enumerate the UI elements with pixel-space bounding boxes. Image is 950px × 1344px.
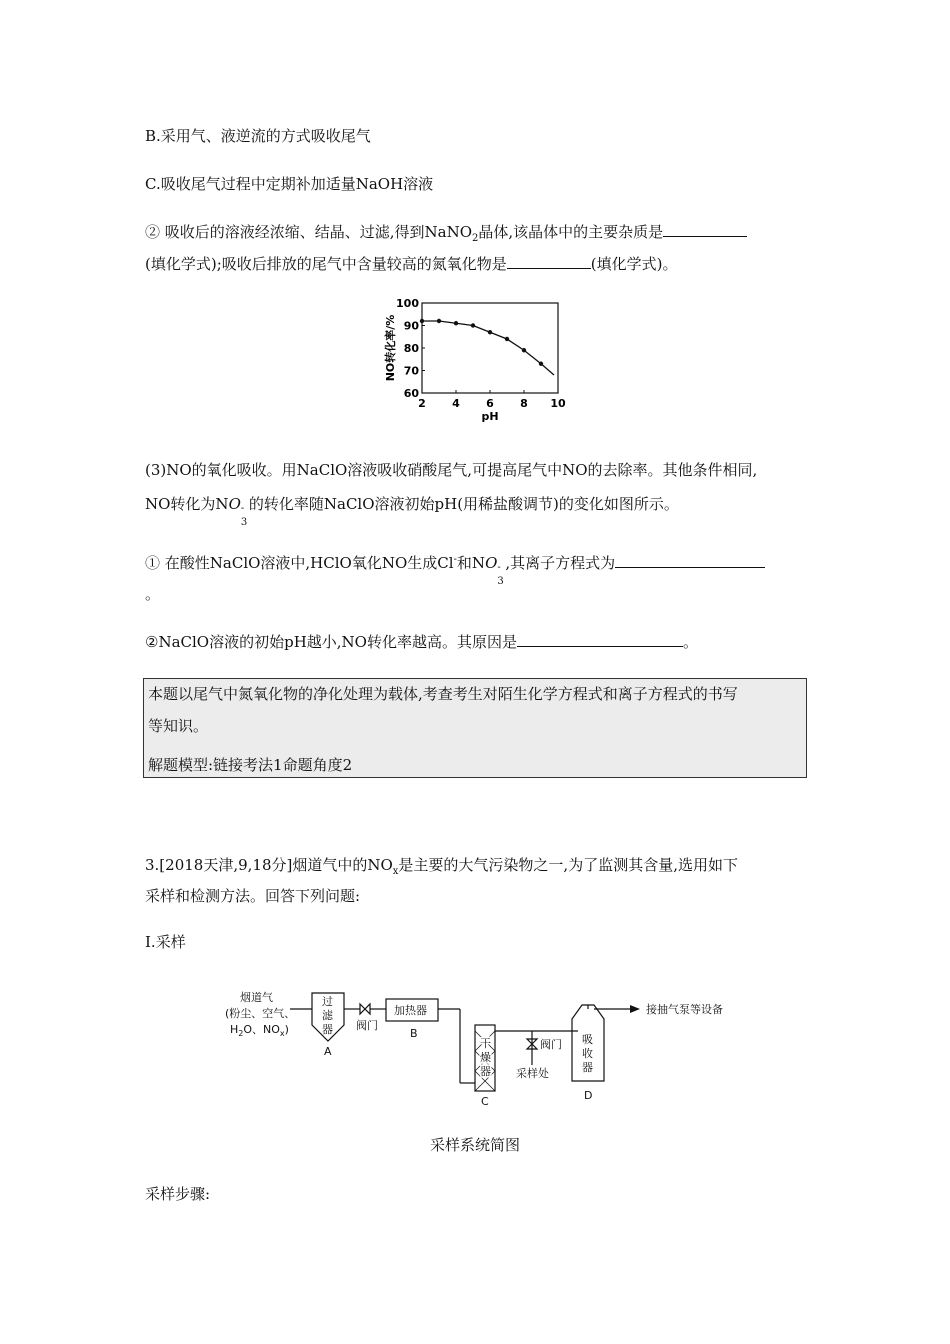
valve-2-label: 阀门 xyxy=(540,1038,562,1051)
svg-text:干: 干 xyxy=(480,1037,491,1050)
answer-blank[interactable] xyxy=(663,222,747,237)
svg-text:过: 过 xyxy=(322,995,333,1008)
y-tick-label: 100 xyxy=(396,297,419,310)
svg-text:器: 器 xyxy=(480,1065,491,1078)
question-3-line-2: NO转化为NO - 3 的转化率随NaClO溶液初始pH(用稀盐酸调节)的变化如图所示。 xyxy=(145,495,679,528)
valve-1-label: 阀门 xyxy=(356,1019,378,1032)
note-line-2: 等知识。 xyxy=(148,717,209,735)
question-3-part-2: ②NaClO溶液的初始pH越小,NO转化率越高。其原因是 。 xyxy=(145,633,698,651)
plot-frame xyxy=(422,303,558,393)
note-line-1: 本题以尾气中氮氧化物的净化处理为载体,考查考生对陌生化学方程式和离子方程式的书写 xyxy=(148,685,738,703)
data-point xyxy=(505,337,509,341)
data-point xyxy=(539,362,543,366)
question-2-line-2: (填化学式);吸收后排放的尾气中含量较高的氮氧化物是 (填化学式)。 xyxy=(145,255,678,273)
svg-text:滤: 滤 xyxy=(322,1009,333,1022)
option-c: C.吸收尾气过程中定期补加适量NaOH溶液 xyxy=(145,175,434,193)
answer-blank[interactable] xyxy=(517,632,683,647)
sampling-system-diagram xyxy=(220,985,740,1110)
label-b: B xyxy=(410,1027,418,1040)
y-axis-label: NO转化率/% xyxy=(384,314,397,382)
inlet-label: 烟道气 xyxy=(240,991,273,1004)
data-point xyxy=(454,321,458,325)
question-2-line-1: ② 吸收后的溶液经浓缩、结晶、过滤,得到NaNO$_2$晶体,该晶体中的主要杂质是 xyxy=(145,222,747,249)
x-axis-label: pH xyxy=(481,410,499,423)
x-tick-label: 2 xyxy=(418,397,426,410)
answer-blank[interactable] xyxy=(615,553,765,568)
y-tick-label: 70 xyxy=(403,364,419,378)
no-conversion-chart xyxy=(380,295,580,435)
question-3-title: (3)NO的氧化吸收。用NaClO溶液吸收硝酸尾气,可提高尾气中NO的去除率。其他条件相同, xyxy=(145,461,758,479)
question-3-header: 3.[2018天津,9,18分]烟道气中的$NO_x$是主要的大气污染物之一,为了监测其含量,选用如下 xyxy=(145,856,738,877)
svg-text:收: 收 xyxy=(582,1047,593,1060)
sampling-steps-label: 采样步骤: xyxy=(145,1185,211,1203)
diagram-caption: 采样系统简图 xyxy=(429,1136,520,1154)
y-tick-label: 80 xyxy=(403,342,419,355)
inlet-label: (粉尘、空气、 xyxy=(225,1007,296,1020)
x-tick-label: 6 xyxy=(486,397,494,410)
label-a: A xyxy=(324,1045,332,1058)
answer-blank[interactable] xyxy=(507,254,591,269)
y-tick-label: 90 xyxy=(403,319,419,333)
sample-point-label: 采样处 xyxy=(516,1067,549,1080)
question-3-part-1-end: 。 xyxy=(145,585,161,603)
svg-text:器: 器 xyxy=(582,1061,593,1074)
data-point xyxy=(471,323,475,327)
svg-text:燥: 燥 xyxy=(480,1051,491,1064)
series-line xyxy=(422,321,554,375)
outlet-label: 接抽气泵等设备 xyxy=(646,1003,723,1016)
section-sampling: Ⅰ.采样 xyxy=(145,933,186,951)
svg-text:吸: 吸 xyxy=(582,1033,593,1046)
question-3-header-line-2: 采样和检测方法。回答下列问题: xyxy=(145,887,361,905)
x-tick-label: 8 xyxy=(520,397,528,410)
svg-text:器: 器 xyxy=(322,1023,333,1036)
label-d: D xyxy=(584,1089,593,1102)
x-tick-label: 10 xyxy=(550,397,566,410)
heater-label: 加热器 xyxy=(394,1004,427,1017)
option-b: B.采用气、液逆流的方式吸收尾气 xyxy=(145,127,371,145)
data-point xyxy=(488,330,492,334)
question-3-part-1: ① 在酸性NaClO溶液中,HClO氧化NO生成Cl-和NO - 3 ,其离子方程式为 xyxy=(145,550,765,573)
data-point xyxy=(522,348,526,352)
note-line-3: 解题模型:链接考法1命题角度2 xyxy=(148,756,353,774)
analysis-note-box xyxy=(143,678,807,778)
inlet-label: $H_2O$、$NO_x$) xyxy=(230,1023,289,1038)
data-point xyxy=(420,319,424,323)
y-tick-label: 60 xyxy=(403,387,419,400)
x-tick-label: 4 xyxy=(452,397,460,410)
data-point xyxy=(437,319,441,323)
label-c: C xyxy=(481,1095,489,1108)
